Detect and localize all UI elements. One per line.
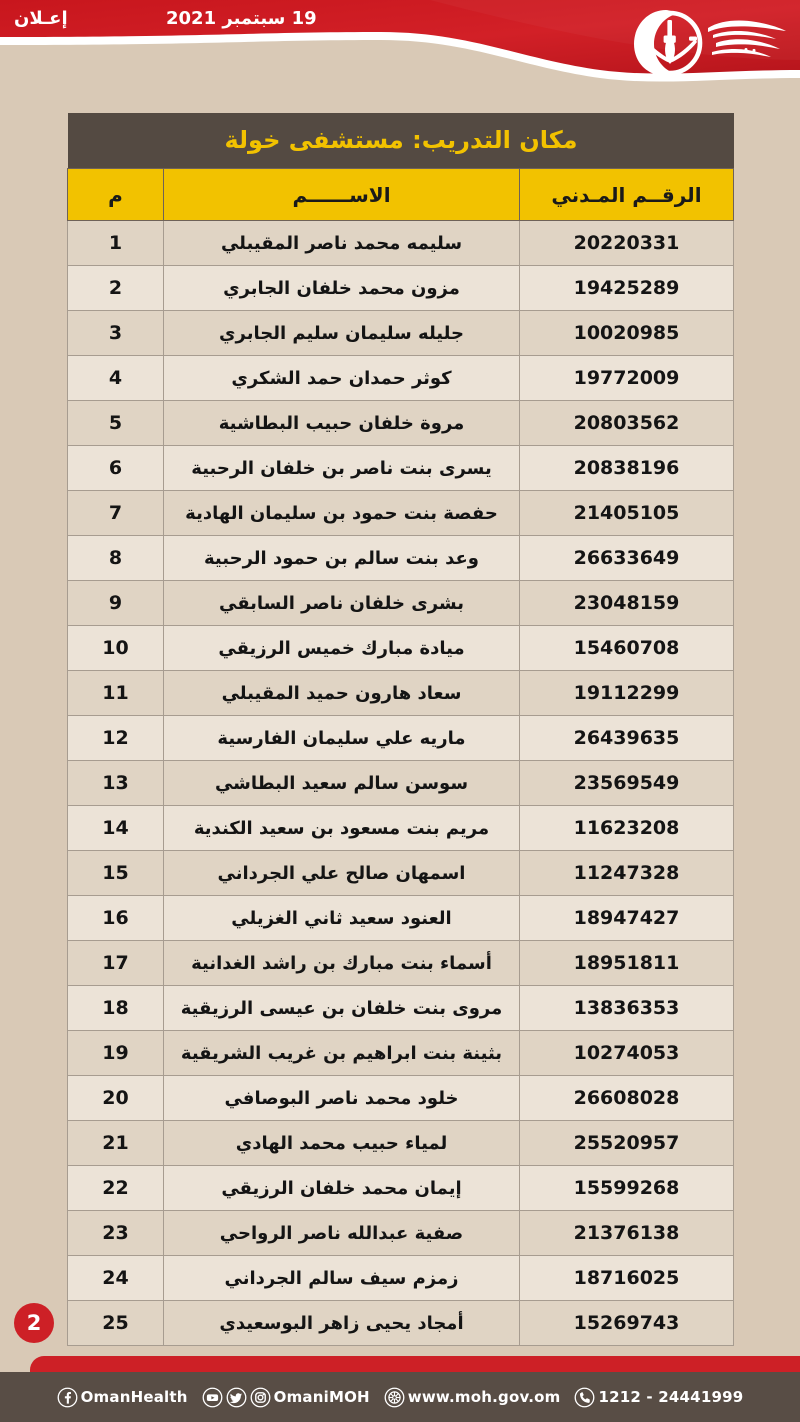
cell-civil-id: 18716025 xyxy=(520,1256,734,1301)
cell-name: زمزم سيف سالم الجرداني xyxy=(164,1256,520,1301)
cell-index: 17 xyxy=(68,941,164,986)
cell-index: 8 xyxy=(68,536,164,581)
cell-name: خلود محمد ناصر البوصافي xyxy=(164,1076,520,1121)
footer-facebook-handle: OmanHealth xyxy=(80,1388,188,1406)
cell-civil-id: 18947427 xyxy=(520,896,734,941)
cell-civil-id: 10020985 xyxy=(520,311,734,356)
table-row xyxy=(68,1211,734,1256)
table-row xyxy=(68,266,734,311)
cell-name: وعد بنت سالم بن حمود الرحبية xyxy=(164,536,520,581)
training-list-table xyxy=(68,113,734,1346)
page-footer xyxy=(0,1356,800,1422)
table-title: مكان التدريب: مستشفى خولة xyxy=(68,113,734,168)
footer-social-handle: OmaniMOH xyxy=(273,1388,370,1406)
footer-content xyxy=(0,1372,800,1422)
column-header-index: م xyxy=(68,169,164,221)
table-row xyxy=(68,761,734,806)
cell-index: 6 xyxy=(68,446,164,491)
page-header xyxy=(0,0,800,100)
cell-index: 9 xyxy=(68,581,164,626)
cell-name: مروى بنت خلفان بن عيسى الرزيقية xyxy=(164,986,520,1031)
cell-name: ميادة مبارك خميس الرزيقي xyxy=(164,626,520,671)
cell-civil-id: 11247328 xyxy=(520,851,734,896)
cell-civil-id: 19772009 xyxy=(520,356,734,401)
cell-civil-id: 15460708 xyxy=(520,626,734,671)
cell-civil-id: 19425289 xyxy=(520,266,734,311)
cell-civil-id: 26439635 xyxy=(520,716,734,761)
cell-index: 2 xyxy=(68,266,164,311)
cell-civil-id: 21405105 xyxy=(520,491,734,536)
cell-name: أسماء بنت مبارك بن راشد الغدانية xyxy=(164,941,520,986)
cell-index: 1 xyxy=(68,221,164,266)
table-row xyxy=(68,401,734,446)
cell-name: حفصة بنت حمود بن سليمان الهادية xyxy=(164,491,520,536)
table-row xyxy=(68,446,734,491)
cell-index: 10 xyxy=(68,626,164,671)
cell-civil-id: 19112299 xyxy=(520,671,734,716)
cell-index: 16 xyxy=(68,896,164,941)
cell-name: سوسن سالم سعيد البطاشي xyxy=(164,761,520,806)
facebook-icon[interactable] xyxy=(57,1387,78,1408)
cell-civil-id: 10274053 xyxy=(520,1031,734,1076)
youtube-icon[interactable] xyxy=(202,1387,223,1408)
cell-name: ماريه علي سليمان الفارسية xyxy=(164,716,520,761)
cell-civil-id: 26608028 xyxy=(520,1076,734,1121)
table-row xyxy=(68,356,734,401)
table-row xyxy=(68,221,734,266)
cell-civil-id: 23048159 xyxy=(520,581,734,626)
table-row xyxy=(68,1301,734,1346)
cell-index: 21 xyxy=(68,1121,164,1166)
cell-civil-id: 26633649 xyxy=(520,536,734,581)
cell-index: 15 xyxy=(68,851,164,896)
cell-index: 5 xyxy=(68,401,164,446)
cell-civil-id: 13836353 xyxy=(520,986,734,1031)
table-row xyxy=(68,896,734,941)
instagram-icon[interactable] xyxy=(250,1387,271,1408)
cell-index: 13 xyxy=(68,761,164,806)
table-body xyxy=(68,221,734,1346)
cell-index: 12 xyxy=(68,716,164,761)
phone-icon[interactable] xyxy=(574,1387,595,1408)
cell-index: 14 xyxy=(68,806,164,851)
header-kicker: إعـلان xyxy=(14,8,68,29)
cell-name: اسمهان صالح علي الجرداني xyxy=(164,851,520,896)
cell-index: 11 xyxy=(68,671,164,716)
table-row xyxy=(68,1031,734,1076)
header-date: 19 سبتمبر 2021 xyxy=(166,8,317,29)
cell-index: 23 xyxy=(68,1211,164,1256)
cell-civil-id: 21376138 xyxy=(520,1211,734,1256)
column-header-name: الاســــــم xyxy=(164,169,520,221)
globe-icon[interactable] xyxy=(384,1387,405,1408)
footer-facebook-group[interactable] xyxy=(57,1387,188,1408)
footer-phone-group[interactable] xyxy=(574,1387,743,1408)
cell-name: أمجاد يحيى زاهر البوسعيدي xyxy=(164,1301,520,1346)
cell-name: بثينة بنت ابراهيم بن غريب الشريقية xyxy=(164,1031,520,1076)
cell-name: سليمه محمد ناصر المقيبلي xyxy=(164,221,520,266)
table-header-row xyxy=(68,169,734,221)
table-row xyxy=(68,1166,734,1211)
cell-name: سعاد هارون حميد المقيبلي xyxy=(164,671,520,716)
table-row xyxy=(68,626,734,671)
cell-index: 3 xyxy=(68,311,164,356)
cell-name: كوثر حمدان حمد الشكري xyxy=(164,356,520,401)
cell-name: مروة خلفان حبيب البطاشية xyxy=(164,401,520,446)
cell-index: 4 xyxy=(68,356,164,401)
footer-social-group[interactable] xyxy=(202,1387,370,1408)
cell-name: مريم بنت مسعود بن سعيد الكندية xyxy=(164,806,520,851)
cell-civil-id: 20803562 xyxy=(520,401,734,446)
table-row xyxy=(68,671,734,716)
table-head xyxy=(68,169,734,221)
cell-name: بشرى خلفان ناصر السابقي xyxy=(164,581,520,626)
twitter-icon[interactable] xyxy=(226,1387,247,1408)
page-number-badge: 2 xyxy=(14,1303,54,1343)
footer-phone: 1212 - 24441999 xyxy=(598,1388,744,1406)
cell-index: 20 xyxy=(68,1076,164,1121)
table-row xyxy=(68,581,734,626)
table-row xyxy=(68,311,734,356)
cell-name: مزون محمد خلفان الجابري xyxy=(164,266,520,311)
cell-civil-id: 11623208 xyxy=(520,806,734,851)
footer-website-group[interactable] xyxy=(384,1387,561,1408)
table-row xyxy=(68,806,734,851)
cell-name: يسرى بنت ناصر بن خلفان الرحبية xyxy=(164,446,520,491)
cell-civil-id: 23569549 xyxy=(520,761,734,806)
table-row xyxy=(68,851,734,896)
cell-civil-id: 20220331 xyxy=(520,221,734,266)
cell-civil-id: 25520957 xyxy=(520,1121,734,1166)
cell-index: 19 xyxy=(68,1031,164,1076)
cell-index: 25 xyxy=(68,1301,164,1346)
cell-civil-id: 15599268 xyxy=(520,1166,734,1211)
cell-name: صفية عبدالله ناصر الرواحي xyxy=(164,1211,520,1256)
cell-name: إيمان محمد خلفان الرزيقي xyxy=(164,1166,520,1211)
cell-civil-id: 15269743 xyxy=(520,1301,734,1346)
table-row xyxy=(68,1256,734,1301)
cell-name: العنود سعيد ثاني الغزيلي xyxy=(164,896,520,941)
table-row xyxy=(68,1076,734,1121)
table-row xyxy=(68,941,734,986)
table-row xyxy=(68,491,734,536)
cell-name: جليله سليمان سليم الجابري xyxy=(164,311,520,356)
moh-oman-emblem-icon xyxy=(620,6,792,78)
table-row xyxy=(68,536,734,581)
cell-index: 22 xyxy=(68,1166,164,1211)
cell-index: 18 xyxy=(68,986,164,1031)
cell-name: لمياء حبيب محمد الهادي xyxy=(164,1121,520,1166)
cell-civil-id: 20838196 xyxy=(520,446,734,491)
footer-website: www.moh.gov.om xyxy=(407,1388,561,1406)
table-row xyxy=(68,986,734,1031)
table-row xyxy=(68,716,734,761)
column-header-civil-id: الرقــم المـدني xyxy=(520,169,734,221)
cell-index: 24 xyxy=(68,1256,164,1301)
trainees-table xyxy=(67,168,734,1346)
table-row xyxy=(68,1121,734,1166)
cell-index: 7 xyxy=(68,491,164,536)
cell-civil-id: 18951811 xyxy=(520,941,734,986)
